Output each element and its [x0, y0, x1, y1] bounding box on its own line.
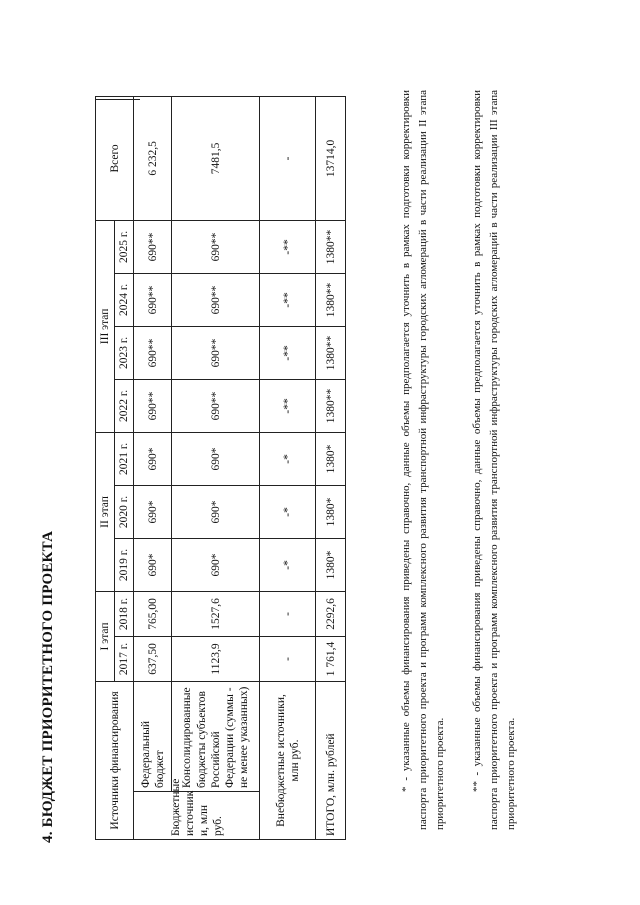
value-cell: 690**: [172, 273, 260, 326]
section-heading: 4. БЮДЖЕТ ПРИОРИТЕТНОГО ПРОЕКТА: [40, 530, 56, 843]
value-cell: 765,00: [134, 591, 172, 636]
stage3-header: III этап: [96, 220, 115, 432]
value-cell: -**: [260, 220, 316, 273]
value-cell: 2292,6: [316, 591, 346, 636]
year-cell: 2020 г.: [115, 485, 134, 538]
value-cell: 690*: [172, 485, 260, 538]
stage2-header: II этап: [96, 432, 115, 591]
value-cell: 1123,9: [172, 636, 260, 681]
value-cell: -**: [260, 273, 316, 326]
value-cell: -: [260, 591, 316, 636]
total-cell: 6 232,5: [134, 96, 172, 220]
row-label: Внебюджетные источники, млн руб.: [260, 681, 316, 839]
budget-table: [95, 96, 346, 840]
value-cell: 1527,6: [172, 591, 260, 636]
year-cell: 2017 г.: [115, 636, 134, 681]
value-cell: -*: [260, 432, 316, 485]
source-header: Источники финансирования: [96, 681, 134, 839]
value-cell: 1380*: [316, 538, 346, 591]
footnotes: [398, 90, 540, 830]
total-cell: 13714,0: [316, 96, 346, 220]
footnote-2: ** - указанные объемы финансирования приведены справочно, данные объемы предполагается уточнить в рамках подготовки корректировки паспорта приоритетного проекта и программ комплексного развития транспортной инфраструктуры городских агломераций в части реализации III этапа приоритетного проекта.: [471, 90, 518, 830]
year-cell: 2024 г.: [115, 273, 134, 326]
value-cell: 1380**: [316, 220, 346, 273]
value-cell: 690**: [172, 220, 260, 273]
value-cell: 1380*: [316, 432, 346, 485]
value-cell: -*: [260, 485, 316, 538]
value-cell: -: [260, 636, 316, 681]
row-label: Федеральный бюджет: [134, 681, 172, 791]
table-header-row: [96, 96, 115, 839]
row-label: ИТОГО, млн. рублей: [316, 681, 346, 839]
year-cell: 2019 г.: [115, 538, 134, 591]
value-cell: 690**: [134, 220, 172, 273]
table-row: [134, 96, 172, 839]
value-cell: 690*: [172, 538, 260, 591]
value-cell: 690**: [172, 379, 260, 432]
year-cell: 2021 г.: [115, 432, 134, 485]
table-row: [260, 96, 316, 839]
total-header: Всего: [96, 96, 134, 220]
value-cell: 637,50: [134, 636, 172, 681]
value-cell: 1380**: [316, 379, 346, 432]
value-cell: 1380*: [316, 485, 346, 538]
stage1-header: I этап: [96, 591, 115, 681]
year-cell: 2022 г.: [115, 379, 134, 432]
value-cell: -*: [260, 538, 316, 591]
value-cell: 690**: [172, 326, 260, 379]
year-cell: 2023 г.: [115, 326, 134, 379]
value-cell: 690*: [134, 432, 172, 485]
value-cell: 690*: [134, 485, 172, 538]
footnote-1: * - указанные объемы финансирования приведены справочно, данные объемы предполагается уточнить в рамках подготовки корректировки паспорта приоритетного проекта и программ комплексного развития транспортной инфраструктуры городских агломераций в части реализации II этапа приоритетного проекта.: [400, 90, 447, 830]
value-cell: 1 761,4: [316, 636, 346, 681]
value-cell: 690*: [134, 538, 172, 591]
value-cell: -**: [260, 326, 316, 379]
table-row: [172, 96, 260, 839]
value-cell: 690**: [134, 379, 172, 432]
value-cell: 690**: [134, 273, 172, 326]
value-cell: -**: [260, 379, 316, 432]
value-cell: 690**: [134, 326, 172, 379]
year-cell: 2025 г.: [115, 220, 134, 273]
total-cell: 7481,5: [172, 96, 260, 220]
value-cell: 690*: [172, 432, 260, 485]
year-cell: 2018 г.: [115, 591, 134, 636]
table-row: [316, 96, 346, 839]
row-label: Консолидированные бюджеты субъектов Российской Федерации (суммы - не менее указанных): [172, 681, 260, 791]
budget-group-label: Бюджетные источник и, млн руб.: [134, 792, 260, 840]
value-cell: 1380**: [316, 273, 346, 326]
total-cell: -: [260, 96, 316, 220]
value-cell: 1380**: [316, 326, 346, 379]
